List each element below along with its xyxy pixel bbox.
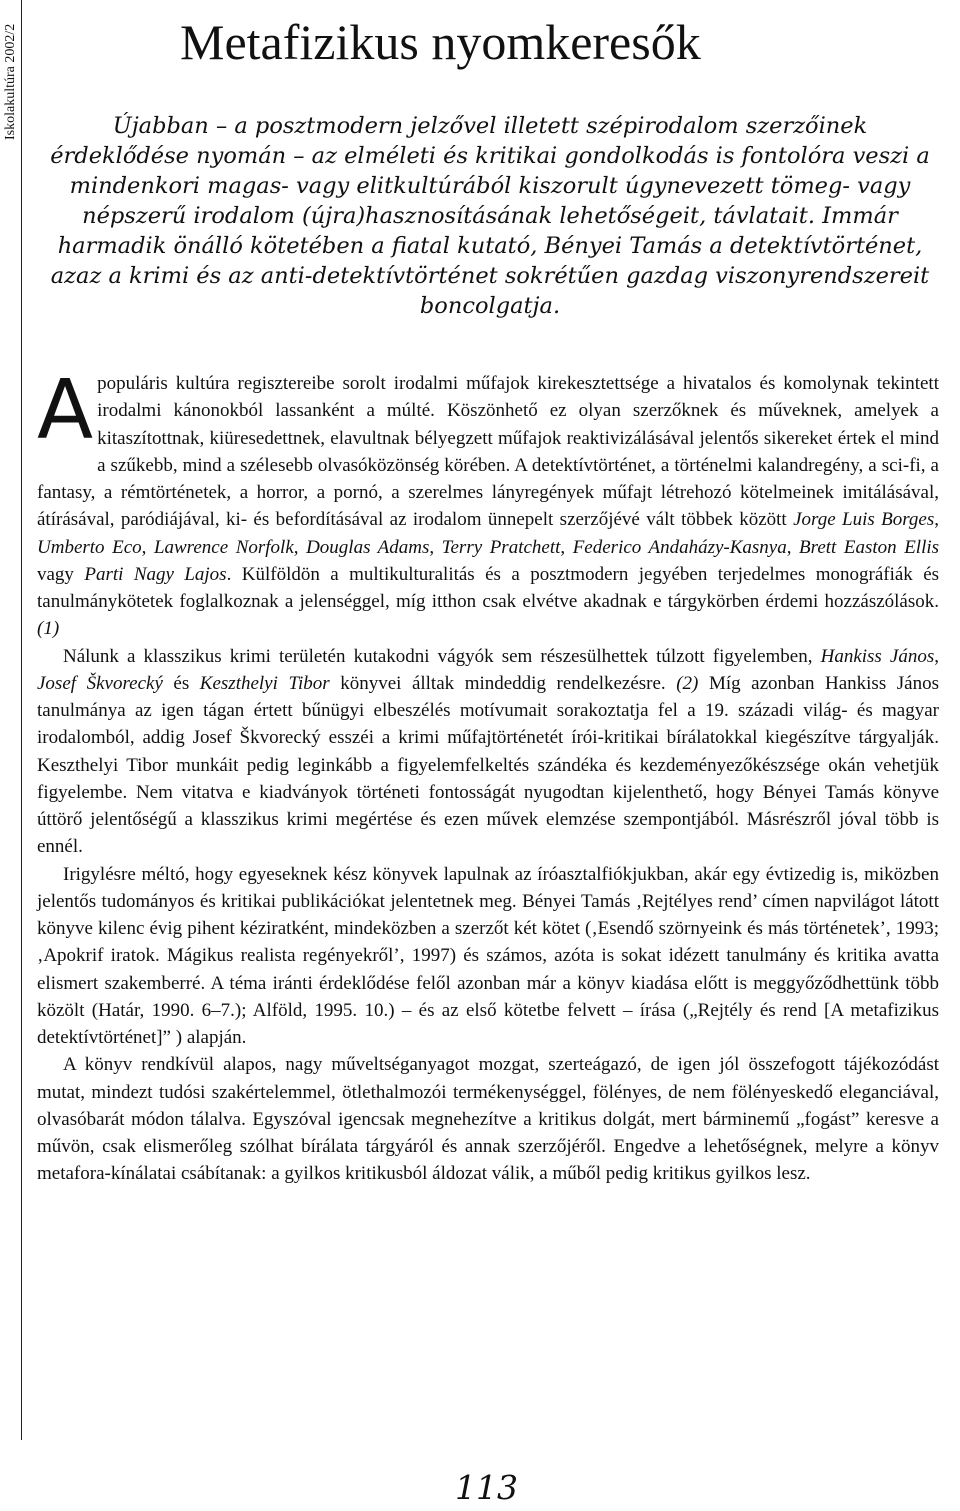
separator: , [141, 536, 147, 558]
separator: , [293, 536, 299, 558]
author-name: Terry Pratchett [441, 536, 561, 558]
footnote-ref: (1) [37, 618, 60, 640]
author-name: Keszthelyi Tibor [199, 672, 330, 694]
journal-label: Iskolakultúra 2002/2 [3, 23, 18, 140]
author-name: Umberto Eco [37, 536, 142, 558]
author-name: Jorge Luis Borges [793, 509, 935, 531]
separator: , [934, 509, 940, 531]
page-number: 113 [455, 1468, 518, 1507]
author-name: Parti Nagy Lajos [84, 563, 227, 585]
separator: és [173, 672, 190, 694]
author-name: Douglas Adams [306, 536, 430, 558]
separator: , [786, 536, 792, 558]
lead-paragraph: Újabban – a posztmodern jelzővel illetett szépirodalom szerzőinek érdeklődése nyomán – az elméleti és kritikai gondolkodás is fontolóra veszi a mindenkori magas- vagy elitkultúrából kiszorult úgynevezett tömeg- vagy népszerű irodalom (újra)hasznosításának lehetőségeit, távlatait. Immár harmadik önálló kötetében a fiatal kutató, Bényei Tamás a detektívtörténet, azaz a krimi és az anti-detektívtörténet sokrétűen gazdag viszonyrendszereit boncolgatja. [50, 113, 930, 319]
author-name: Josef Škvorecký [37, 672, 163, 694]
body-paragraph-4: A könyv rendkívül alapos, nagy műveltséganyagot mozgat, szerteágazó, de igen jól összefogott tájékozódást mutat, mindezt tudósi szakértelemmel, ötlethalmozói termékenységgel, fölényes, de nem fölényeskedő eleganciával, olvasóbarát módon tálalva. Egyszóval igencsak megnehezítve a kritikus dolgát, mert bárminemű „fogást” keresve a művön, csak elismerőleg szólhat bírálata tárgyáról és annak szerzőjéről. Engedve a lehetőségnek, melyre a könyv metafora-kínálatai csábítanak: a gyilkos kritikusból áldozat válik, a műből pedig kritikus gyilkos lesz. [37, 1054, 939, 1185]
body-paragraph-3: Irigylésre méltó, hogy egyeseknek kész könyvek lapulnak az íróasztalfiókjukban, akár egy évtizedig is, miközben jelentős tudományos és kritikai publikációkat jelentetnek meg. Bényei Tamás ‚Rejtélyes rend’ címen napvilágot látott könyve kilenc évig pihent kéziratként, mindeközben a szerzőt két kötet (‚Esendő szörnyeink és más történetek’, 1993; ‚Apokrif iratok. Mágikus realista regényekről’, 1997) és számos, azóta is sokat idézett tanulmány és kritika avatta elismert szakemberré. A téma iránti érdeklődése felől azonban már a könyv kiadása előtt is meggyőződhettünk több közölt (Határ, 1990. 6–7.); Alföld, 1995. 10.) – és az első kötetbe felvett – írása („Rejtély és rend [A metafizikus detektívtörténet]” ) alapján. [37, 863, 939, 1048]
author-name: Hankiss János [820, 645, 935, 667]
author-name: Brett Easton Ellis [799, 536, 940, 558]
body-paragraph-1 [37, 363, 940, 643]
author-name: Lawrence Norfolk [153, 536, 294, 558]
article-body [37, 363, 940, 1188]
separator: , [560, 536, 566, 558]
p2-text-c: Míg azonban Hankiss János tanulmánya az igen tágan értett bűnügyi elbeszélés motívumait sorakoztatja fel a 19. századi világ- és magyar irodalomból, addig Josef Škvorecký esszéi a krimi műfajtörténetét írói-kritikai bírálatokkal kiegészítve tárgyalják. Keszthelyi Tibor munkáit pedig leginkább a figyelemfelkeltés szándéka és kezdeményezőkészsége okán vehetjük figyelembe. Nem vitatva e kiadványok történeti fontosságát nyugodtan kijelenthető, hogy Bényei Tamás könyve úttörő jelentőségű a klasszikus krimi megértése és ezen művek elemzése szempontjából. Másrészről jóval több is ennél. [37, 672, 939, 858]
footnote-ref: (2) [676, 672, 699, 694]
separator: vagy [37, 563, 74, 585]
drop-cap: A [37, 363, 94, 458]
margin-rule [21, 350, 22, 1440]
journal-side-tab [0, 0, 22, 350]
article-title: Metafizikus nyomkeresők [180, 14, 701, 70]
p1-text-b: . Külföldön a multikulturalitás és a posztmodern jegyében terjedelmes monográfiák és tanulmánykötetek foglalkoznak a jelenséggel, míg itthon csak elvétve akadnak e tárgykörben érdemi hozzászólások. [37, 563, 940, 612]
body-paragraph-2 [37, 643, 939, 861]
separator: , [934, 645, 939, 667]
separator: , [429, 536, 435, 558]
p1-text-a: populáris kultúra regisztereibe sorolt irodalmi műfajok kirekesztettsége a hivatalos és komolynak tekintett irodalmi kánonokból lassanként a múlté. Köszönhető ez olyan szerzőknek és műveknek, amelyek a kitaszítottnak, kiüresedettnek, elavultnak bélyegzett műfajok reaktivizálásával jelentős sikereket értek el mind a szűkebb, mind a szélesebb olvasóközönség körében. A detektívtörténet, a történelmi kalandregény, a sci-fi, a fantasy, a rémtörténetek, a horror, a pornó, a szerelmes lányregények műfajt létrehozó kötelmeinek imitálásával, átírásával, paródiájával, ki- és befordításával az irodalom ünnepelt szerzőjévé vált többek között [37, 373, 939, 531]
p2-text-b: könyvei álltak mindeddig rendelkezésre. [340, 672, 666, 694]
p2-text-a: Nálunk a klasszikus krimi területén kutakodni vágyók sem részesülhettek túlzott figyelemben, [63, 645, 813, 667]
author-name: Federico Andaházy-Kasnya [572, 536, 787, 558]
